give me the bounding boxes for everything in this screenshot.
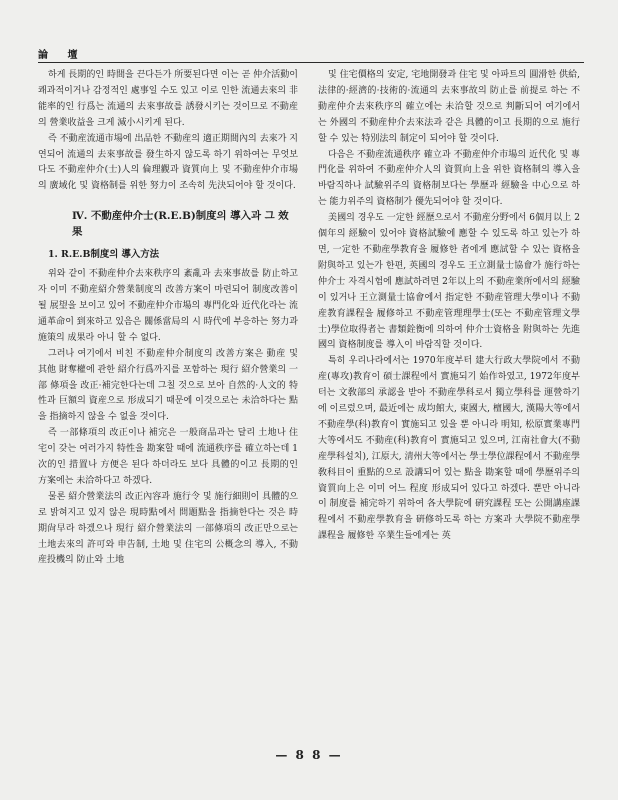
paragraph: 특히 우리나라에서는 1970年度부터 建大行政大學院에서 不動産(專攻)教育이 碩士課程에서 實施되기 始作하였고, 1972年度부터는 文敎部의 承認을 받아 不動産學科로서 獨立學科를 運營하기에 이르렀으며, 最近에는 成均館大, 東國大, 檀國大, 漢陽大等에서 不動産學(科)教育이 實施되고 있을 뿐 아니라 明知, 松原實業專門大等에서도 不動産(科)教育이 實施되고 있으며, 江南社會大(不動産學科설치), 江原大, 淸州大等에서는 學士學位課程에서 不動産學敎科目이 重點的으로 設講되어 있는 點을 勘案할 때에 學歷위주의 資質向上은 이미 어느 程度 形成되어 있다고 하겠다. 뿐만 아니라 이 制度를 補完하기 위하여 各大學院에 硏究課程 또는 公開講座課程에서 不動産學教育을 硏修하도록 하는 方案과 大學院不動産學課程을 履修한 卒業生들에게는 英 <box>318 356 580 542</box>
page-number: — 8 8 — <box>275 748 343 762</box>
paragraph: 물론 紹介營業法의 改正內容과 施行令 및 施行細則이 具體的으로 밝혀지고 있지 않은 現時點에서 問題點을 指摘한다는 것은 時期尙早라 하겠으나 現行 紹介營業法의 一部條項의 改正만으로는 土地去來의 許可와 申告制, 土地 및 住宅의 公概念의 導入, 不動産投機의 防止와 土地 <box>38 491 298 566</box>
right-text-column <box>318 68 580 545</box>
paragraph: 그러나 여기에서 비친 不動産仲介制度의 改善方案은 動産 및 其他 財奪權에 관한 紹介行爲까지를 포함하는 現行 紹介營業의 一部 條項을 改正·補完한다는데 그칠 것으로 보아 自然的·人文的 特性과 巨額의 資産으로 形成되기 때문에 이것으로는 未洽하다는 點을 指摘하지 않을 수 없을 것이다. <box>38 348 298 423</box>
header-rule <box>38 62 584 63</box>
paragraph: 美國의 경우도 一定한 經歷으로서 不動産分野에서 6個月以上 2個年의 經驗이 있어야 資格試驗에 應할 수 있도록 하고 있는가 하면, 一定한 不動産學教育을 履修한 者에게 應試할 수 있는 資格을 附與하고 있는가 한편, 英國의 경우도 王立測量士協會가 施行하는 仲介士 자격시험에 應試하려면 2年以上의 不動産業所에서의 經驗이 있거나 王立測量士協會에서 指定한 不動産管理大學이나 不動産教育課程을 履修하고 不動産管理理學士(또는 不動産管理文學士)學位取得者는 書類銓衡에 의하여 仲介士資格을 附與하는 先進國의 資格制度를 導入이 바람직할 것이다. <box>318 213 580 351</box>
paragraph: 즉 不動産流通市場에 出品한 不動産의 適正期間內의 去來가 지연되어 流通의 去來事故를 發生하지 않도록 하기 위하여는 무엇보다도 不動産仲介(士)人의 倫理觀과 資質向上 및 不動産仲介市場의 廣域化 및 資格制를 위한 努力이 조속히 先決되어야 할 것이다. <box>38 133 298 192</box>
paragraph: 하게 長期的인 時間을 끈다든가 所要된다면 이는 곧 仲介活動이 쾌과적이거나 감정적인 處事일 수도 있고 이로 인한 流通去來의 非能率的인 行爲는 流通의 去來事故를 誘發시키는 것이므로 不動産의 營業收益을 크게 減小시키게 된다. <box>38 70 298 128</box>
paragraph: 즉 一部條項의 改正이나 補完은 一般商品과는 달리 土地나 住宅이 갖는 여러가지 特性을 勘案할 때에 流通秩序를 確立하는데 1次的인 措置나 方便은 된다 하더라도 보다 具體的이고 長期的인 方案에는 未洽하다고 하겠다. <box>38 428 298 486</box>
left-text-column <box>38 68 298 569</box>
paragraph: 다음은 不動産流通秩序 確立과 不動産仲介市場의 近代化 및 專門化를 위하여 不動産仲介人의 資質向上을 위한 資格制의 導入을 바람직하나 試驗위주의 資格制보다는 學歷과 經驗을 中心으로 하는 能力위주의 資格制가 優先되어야 할 것이다. <box>318 149 580 208</box>
paragraph: 및 住宅價格의 安定, 宅地開發과 住宅 및 아파트의 圓滑한 供給, 法律的·經濟的·技術的·流通의 去來事故의 防止를 前提로 하는 不動産仲介去來秩序의 確立에는 未洽할 것으로 判斷되어 여기에서는 外國의 不動産仲介去來法과 같은 具體的이고 長期的으로 施行할 수 있는 特別法의 制定이 되어야 할 것이다. <box>318 70 580 144</box>
journal-section-header: 論 壇 <box>38 50 86 61</box>
section-heading: Ⅳ. 不動産仲介士(R.E.B)制度의 導入과 그 效果 <box>72 210 289 239</box>
paragraph: 위와 같이 不動産仲介去來秩序의 紊亂과 去來事故를 防止하고자 이미 不動産紹介營業制度의 改善方案이 마련되어 制度改善이 될 展望을 보이고 있어 不動産仲介市場의 專門化와 近代化라는 流通革命이 到來하고 있음은 關係當局의 시 時代에 부응하는 努力과 施策의 成果라 아니 할 수 없다. <box>38 269 298 343</box>
subsection-heading: 1. R.E.B制度의 導入方法 <box>48 249 160 261</box>
